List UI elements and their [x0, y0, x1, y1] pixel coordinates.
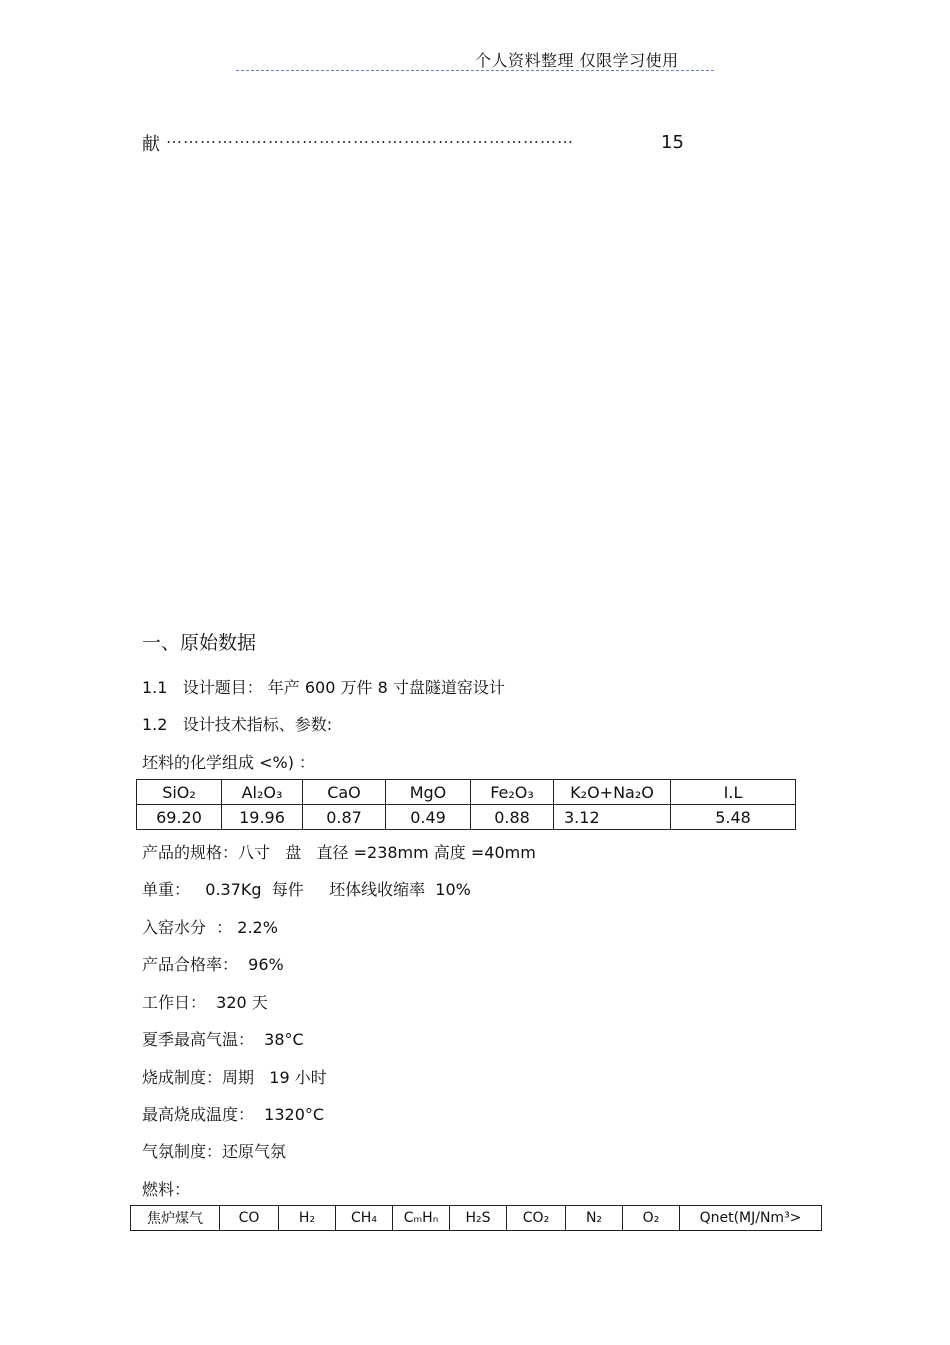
table-cell: 焦炉煤气	[131, 1206, 220, 1231]
table-cell: O₂	[623, 1206, 680, 1231]
table-cell: CO	[220, 1206, 279, 1231]
composition-table	[136, 779, 796, 830]
design-topic: 1.1 设计题目： 年产 600 万件 8 寸盘隧道窑设计	[142, 678, 505, 697]
table-cell: CO₂	[507, 1206, 566, 1231]
spec-line: 燃料：	[142, 1180, 191, 1199]
spec-line: 夏季最高气温： 38°C	[142, 1030, 304, 1049]
table-cell: 0.88	[471, 805, 554, 830]
spec-line: 单重： 0.37Kg 每件 坯体线收缩率 10%	[142, 880, 471, 899]
table-cell: CₘHₙ	[393, 1206, 450, 1231]
table-row	[137, 805, 796, 830]
spec-line: 产品的规格：八寸 盘 直径 =238mm 高度 =40mm	[142, 843, 536, 862]
toc-entry-label: 献	[142, 134, 160, 155]
table-cell: 69.20	[137, 805, 222, 830]
spec-line: 产品合格率： 96%	[142, 955, 284, 974]
design-params-heading: 1.2 设计技术指标、参数:	[142, 715, 333, 734]
table-cell: K₂O+Na₂O	[554, 780, 671, 805]
table-cell: 0.49	[386, 805, 471, 830]
table-cell: 3.12	[554, 805, 671, 830]
table-cell: I.L	[671, 780, 796, 805]
table-cell: Fe₂O₃	[471, 780, 554, 805]
table-cell: Al₂O₃	[222, 780, 303, 805]
spec-line: 入窑水分 ： 2.2%	[142, 918, 278, 937]
table-cell: H₂S	[450, 1206, 507, 1231]
toc-dot-leader: ………………………………………………………………	[166, 128, 574, 147]
table-cell: MgO	[386, 780, 471, 805]
table-cell: CaO	[303, 780, 386, 805]
table-header-row	[131, 1206, 822, 1231]
spec-line: 工作日： 320 天	[142, 993, 268, 1012]
toc-page-number: 15	[661, 132, 684, 153]
spec-line: 烧成制度：周期 19 小时	[142, 1068, 327, 1087]
table-cell: 5.48	[671, 805, 796, 830]
header-divider	[236, 70, 714, 71]
table-cell: CH₄	[336, 1206, 393, 1231]
fuel-table	[130, 1205, 822, 1231]
table-cell: 19.96	[222, 805, 303, 830]
table-cell: N₂	[566, 1206, 623, 1231]
spec-line: 最高烧成温度： 1320°C	[142, 1105, 325, 1124]
spec-line: 气氛制度：还原气氛	[142, 1142, 287, 1161]
page-header: 个人资料整理 仅限学习使用	[475, 51, 679, 70]
table-cell: Qnet(MJ/Nm³>	[680, 1206, 822, 1231]
table-cell: 0.87	[303, 805, 386, 830]
section-title: 一、原始数据	[142, 632, 257, 654]
table-cell: SiO₂	[137, 780, 222, 805]
table-cell: H₂	[279, 1206, 336, 1231]
table-header-row	[137, 780, 796, 805]
composition-label: 坯料的化学组成 <%) ：	[142, 753, 316, 772]
